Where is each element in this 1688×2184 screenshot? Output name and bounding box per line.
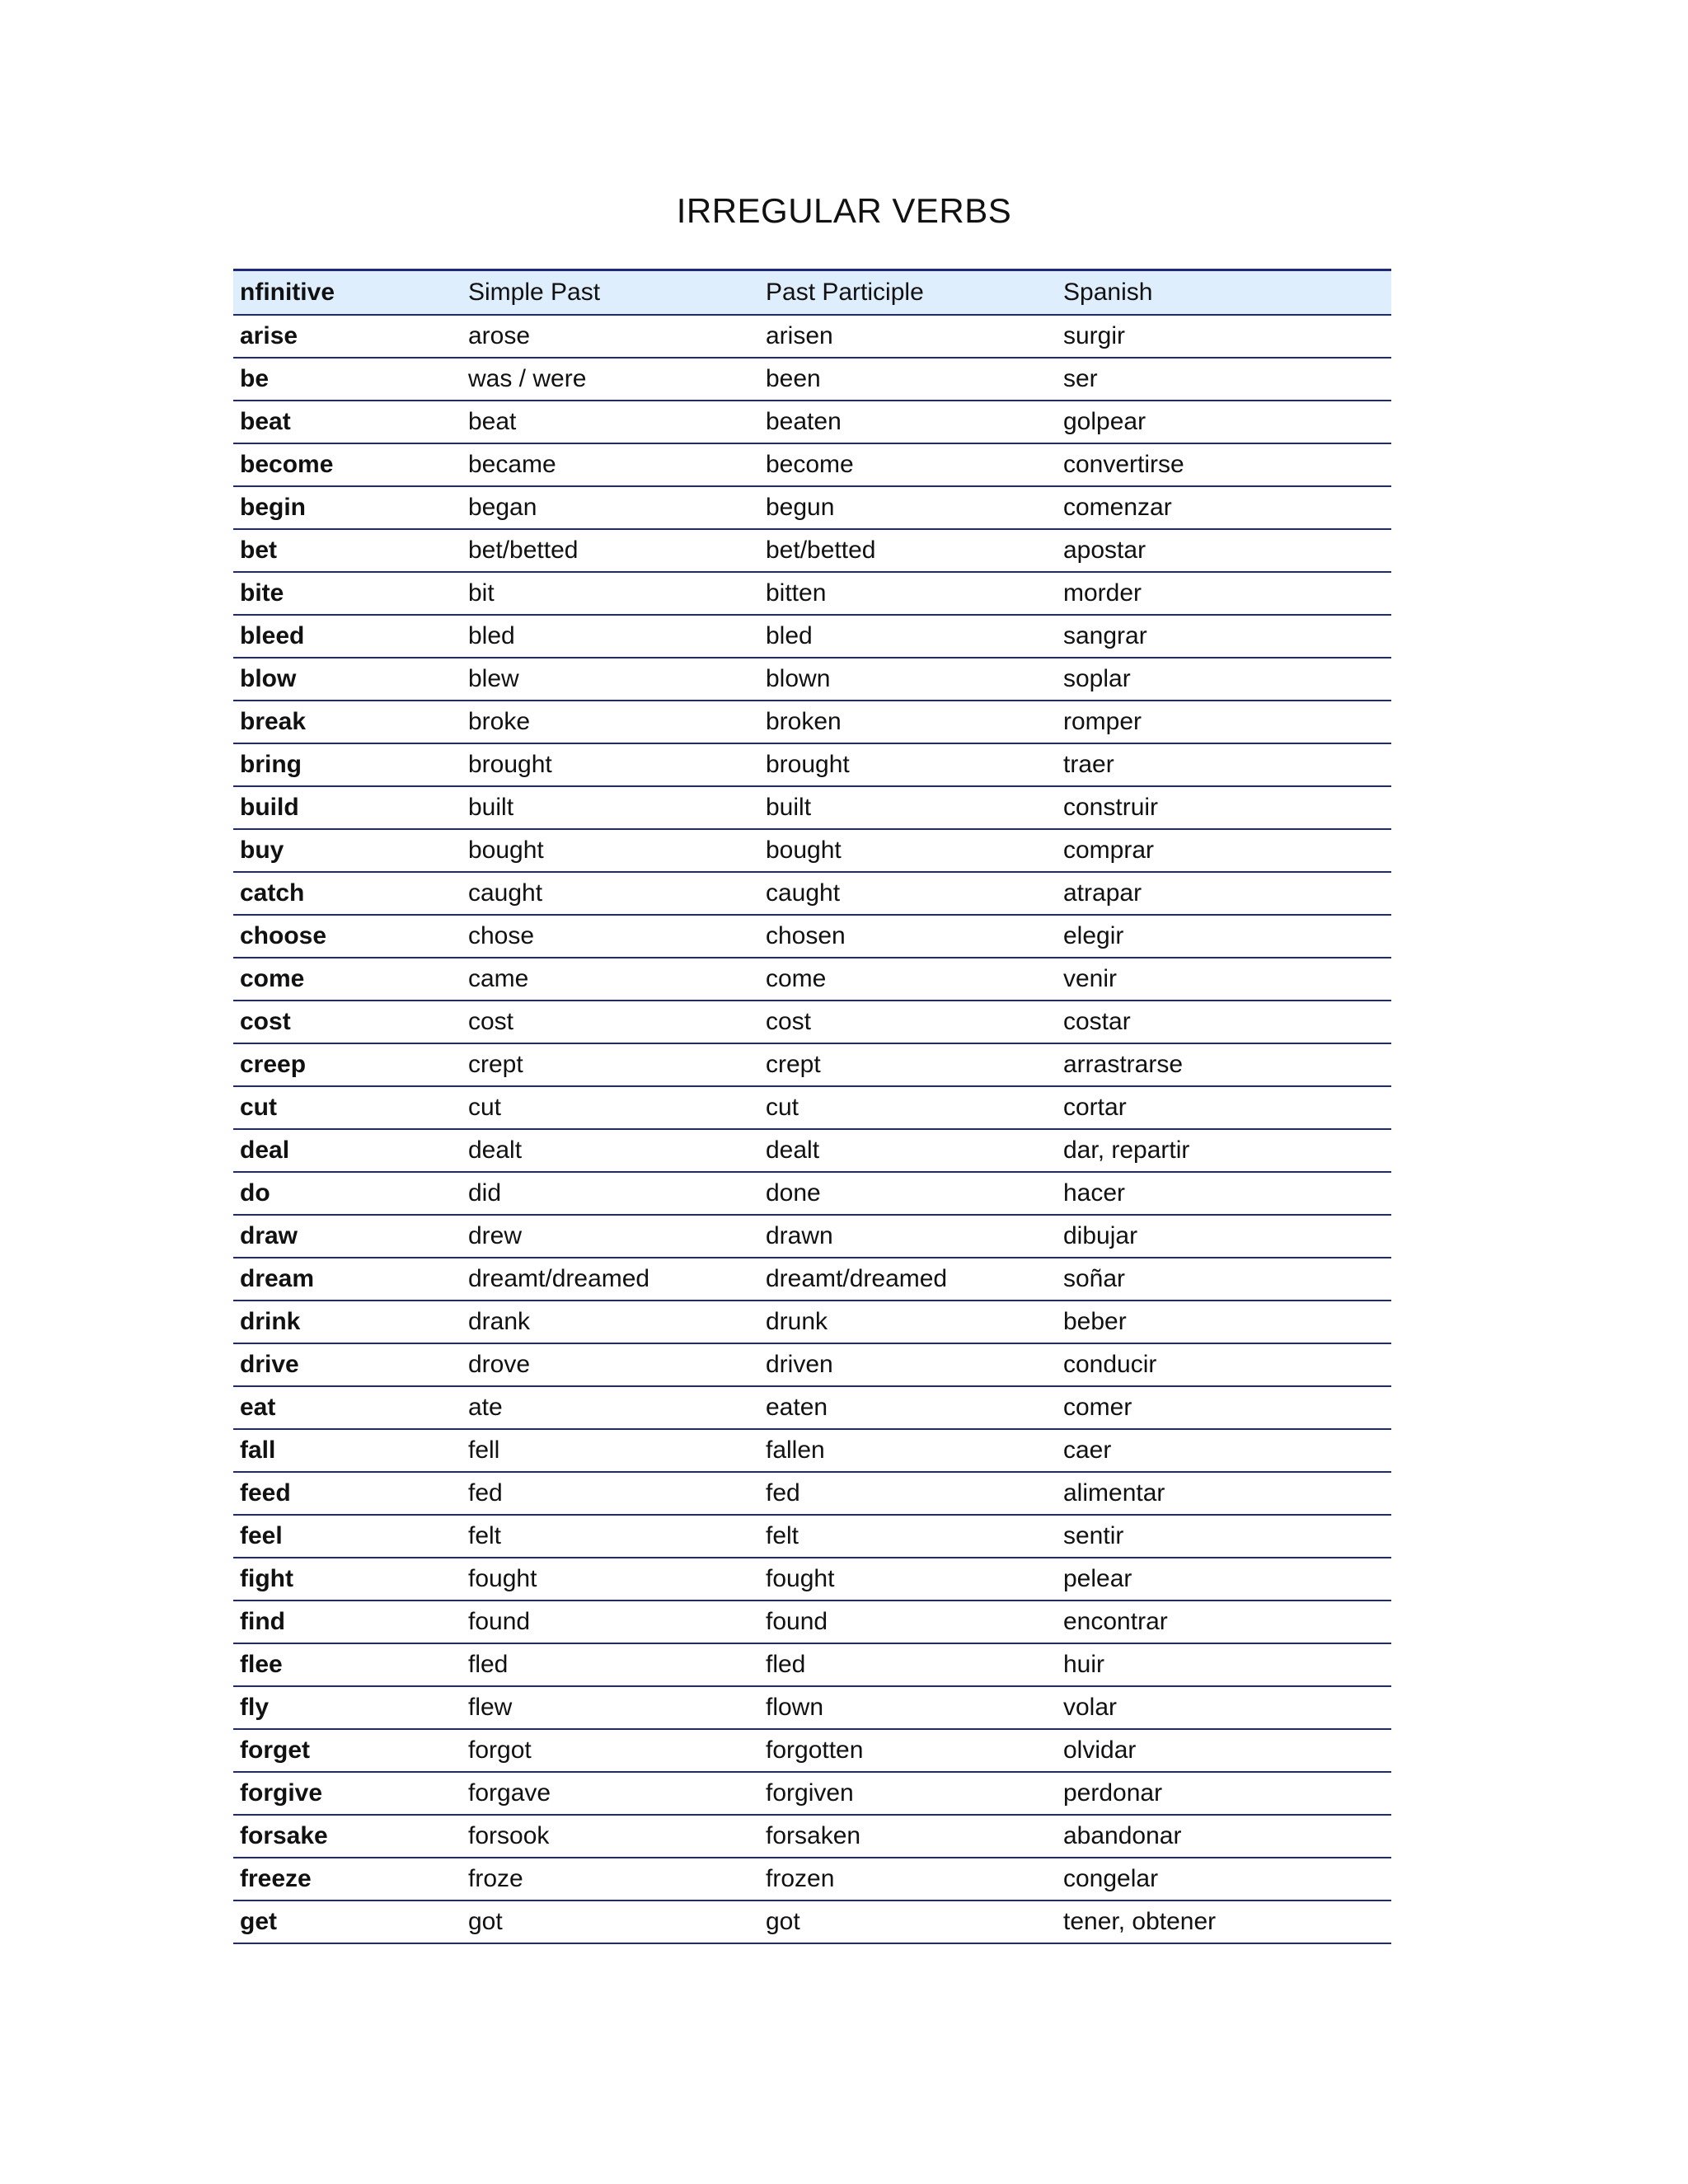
cell-past-participle: got xyxy=(759,1900,1057,1943)
table-row xyxy=(233,1515,1391,1558)
table-row xyxy=(233,1258,1391,1301)
cell-spanish: conducir xyxy=(1057,1343,1391,1386)
cell-past-participle: chosen xyxy=(759,915,1057,958)
cell-simple-past: built xyxy=(462,786,759,829)
cell-infinitive: fight xyxy=(233,1558,462,1601)
cell-infinitive: do xyxy=(233,1172,462,1215)
table-header-row xyxy=(233,270,1391,316)
table-row xyxy=(233,1729,1391,1772)
cell-past-participle: bled xyxy=(759,615,1057,658)
cell-spanish: ser xyxy=(1057,358,1391,401)
cell-simple-past: forgave xyxy=(462,1772,759,1815)
cell-infinitive: bring xyxy=(233,743,462,786)
cell-simple-past: cut xyxy=(462,1086,759,1129)
cell-simple-past: drew xyxy=(462,1215,759,1258)
cell-infinitive: drive xyxy=(233,1343,462,1386)
cell-past-participle: come xyxy=(759,958,1057,1001)
cell-spanish: tener, obtener xyxy=(1057,1900,1391,1943)
cell-spanish: dar, repartir xyxy=(1057,1129,1391,1172)
cell-infinitive: begin xyxy=(233,486,462,529)
cell-spanish: elegir xyxy=(1057,915,1391,958)
table-row xyxy=(233,658,1391,701)
page-title: IRREGULAR VERBS xyxy=(676,191,1012,230)
cell-infinitive: forsake xyxy=(233,1815,462,1858)
cell-infinitive: forget xyxy=(233,1729,462,1772)
cell-spanish: volar xyxy=(1057,1686,1391,1729)
cell-simple-past: came xyxy=(462,958,759,1001)
cell-past-participle: bitten xyxy=(759,572,1057,615)
table-row xyxy=(233,915,1391,958)
table-row xyxy=(233,443,1391,486)
cell-simple-past: was / were xyxy=(462,358,759,401)
cell-infinitive: break xyxy=(233,701,462,743)
cell-simple-past: cost xyxy=(462,1001,759,1043)
cell-spanish: sentir xyxy=(1057,1515,1391,1558)
table-row xyxy=(233,1343,1391,1386)
cell-spanish: pelear xyxy=(1057,1558,1391,1601)
cell-spanish: hacer xyxy=(1057,1172,1391,1215)
table-row xyxy=(233,1001,1391,1043)
cell-simple-past: did xyxy=(462,1172,759,1215)
cell-spanish: perdonar xyxy=(1057,1772,1391,1815)
cell-simple-past: chose xyxy=(462,915,759,958)
header-spanish: Spanish xyxy=(1057,270,1391,316)
cell-infinitive: fall xyxy=(233,1429,462,1472)
cell-past-participle: cost xyxy=(759,1001,1057,1043)
cell-past-participle: begun xyxy=(759,486,1057,529)
table-row xyxy=(233,1043,1391,1086)
table-row xyxy=(233,358,1391,401)
cell-simple-past: bit xyxy=(462,572,759,615)
cell-infinitive: choose xyxy=(233,915,462,958)
cell-past-participle: fed xyxy=(759,1472,1057,1515)
table-row xyxy=(233,1772,1391,1815)
cell-past-participle: caught xyxy=(759,872,1057,915)
cell-simple-past: got xyxy=(462,1900,759,1943)
table-row xyxy=(233,786,1391,829)
cell-past-participle: broken xyxy=(759,701,1057,743)
cell-spanish: surgir xyxy=(1057,315,1391,358)
cell-infinitive: come xyxy=(233,958,462,1001)
cell-spanish: atrapar xyxy=(1057,872,1391,915)
cell-spanish: soplar xyxy=(1057,658,1391,701)
cell-spanish: huir xyxy=(1057,1643,1391,1686)
table-row xyxy=(233,1215,1391,1258)
cell-infinitive: flee xyxy=(233,1643,462,1686)
cell-infinitive: feed xyxy=(233,1472,462,1515)
cell-simple-past: drank xyxy=(462,1301,759,1343)
cell-past-participle: bet/betted xyxy=(759,529,1057,572)
cell-infinitive: become xyxy=(233,443,462,486)
table-row xyxy=(233,315,1391,358)
cell-past-participle: bought xyxy=(759,829,1057,872)
cell-simple-past: froze xyxy=(462,1858,759,1900)
cell-simple-past: forsook xyxy=(462,1815,759,1858)
cell-infinitive: feel xyxy=(233,1515,462,1558)
cell-infinitive: forgive xyxy=(233,1772,462,1815)
cell-simple-past: forgot xyxy=(462,1729,759,1772)
cell-past-participle: built xyxy=(759,786,1057,829)
cell-infinitive: catch xyxy=(233,872,462,915)
cell-past-participle: frozen xyxy=(759,1858,1057,1900)
cell-simple-past: arose xyxy=(462,315,759,358)
cell-simple-past: felt xyxy=(462,1515,759,1558)
cell-simple-past: bought xyxy=(462,829,759,872)
cell-past-participle: brought xyxy=(759,743,1057,786)
cell-infinitive: cost xyxy=(233,1001,462,1043)
cell-past-participle: dreamt/dreamed xyxy=(759,1258,1057,1301)
cell-infinitive: freeze xyxy=(233,1858,462,1900)
table-body xyxy=(233,315,1391,1943)
cell-spanish: construir xyxy=(1057,786,1391,829)
cell-spanish: morder xyxy=(1057,572,1391,615)
cell-past-participle: been xyxy=(759,358,1057,401)
cell-simple-past: flew xyxy=(462,1686,759,1729)
cell-infinitive: dream xyxy=(233,1258,462,1301)
cell-simple-past: became xyxy=(462,443,759,486)
cell-spanish: beber xyxy=(1057,1301,1391,1343)
cell-simple-past: dreamt/dreamed xyxy=(462,1258,759,1301)
cell-spanish: olvidar xyxy=(1057,1729,1391,1772)
cell-past-participle: become xyxy=(759,443,1057,486)
cell-infinitive: get xyxy=(233,1900,462,1943)
table-row xyxy=(233,529,1391,572)
cell-simple-past: fled xyxy=(462,1643,759,1686)
cell-spanish: comprar xyxy=(1057,829,1391,872)
cell-spanish: sangrar xyxy=(1057,615,1391,658)
cell-simple-past: found xyxy=(462,1601,759,1643)
cell-spanish: comenzar xyxy=(1057,486,1391,529)
cell-infinitive: beat xyxy=(233,401,462,443)
header-infinitive: nfinitive xyxy=(233,270,462,316)
cell-simple-past: bled xyxy=(462,615,759,658)
cell-infinitive: bite xyxy=(233,572,462,615)
cell-infinitive: fly xyxy=(233,1686,462,1729)
table-row xyxy=(233,1643,1391,1686)
cell-simple-past: blew xyxy=(462,658,759,701)
table-row xyxy=(233,1815,1391,1858)
cell-simple-past: beat xyxy=(462,401,759,443)
cell-infinitive: arise xyxy=(233,315,462,358)
cell-past-participle: forgiven xyxy=(759,1772,1057,1815)
table-row xyxy=(233,401,1391,443)
cell-simple-past: began xyxy=(462,486,759,529)
cell-infinitive: eat xyxy=(233,1386,462,1429)
cell-simple-past: bet/betted xyxy=(462,529,759,572)
cell-past-participle: dealt xyxy=(759,1129,1057,1172)
cell-simple-past: brought xyxy=(462,743,759,786)
cell-infinitive: find xyxy=(233,1601,462,1643)
table-row xyxy=(233,1858,1391,1900)
cell-past-participle: drunk xyxy=(759,1301,1057,1343)
cell-spanish: costar xyxy=(1057,1001,1391,1043)
cell-spanish: comer xyxy=(1057,1386,1391,1429)
irregular-verbs-table xyxy=(233,269,1391,1944)
table-row xyxy=(233,1386,1391,1429)
cell-simple-past: fought xyxy=(462,1558,759,1601)
cell-past-participle: done xyxy=(759,1172,1057,1215)
cell-spanish: caer xyxy=(1057,1429,1391,1472)
table-row xyxy=(233,958,1391,1001)
cell-past-participle: fled xyxy=(759,1643,1057,1686)
cell-spanish: alimentar xyxy=(1057,1472,1391,1515)
table-row xyxy=(233,486,1391,529)
cell-simple-past: caught xyxy=(462,872,759,915)
table-row xyxy=(233,615,1391,658)
cell-past-participle: blown xyxy=(759,658,1057,701)
cell-spanish: golpear xyxy=(1057,401,1391,443)
table-row xyxy=(233,1900,1391,1943)
cell-spanish: soñar xyxy=(1057,1258,1391,1301)
header-past-participle: Past Participle xyxy=(759,270,1057,316)
cell-infinitive: draw xyxy=(233,1215,462,1258)
cell-spanish: cortar xyxy=(1057,1086,1391,1129)
table-row xyxy=(233,1301,1391,1343)
cell-past-participle: crept xyxy=(759,1043,1057,1086)
cell-past-participle: beaten xyxy=(759,401,1057,443)
cell-past-participle: driven xyxy=(759,1343,1057,1386)
cell-infinitive: build xyxy=(233,786,462,829)
cell-infinitive: buy xyxy=(233,829,462,872)
cell-spanish: abandonar xyxy=(1057,1815,1391,1858)
cell-simple-past: ate xyxy=(462,1386,759,1429)
cell-past-participle: found xyxy=(759,1601,1057,1643)
cell-spanish: arrastrarse xyxy=(1057,1043,1391,1086)
cell-past-participle: forgotten xyxy=(759,1729,1057,1772)
cell-spanish: venir xyxy=(1057,958,1391,1001)
table-row xyxy=(233,1129,1391,1172)
table-row xyxy=(233,1558,1391,1601)
cell-past-participle: flown xyxy=(759,1686,1057,1729)
cell-past-participle: arisen xyxy=(759,315,1057,358)
table-row xyxy=(233,1429,1391,1472)
cell-spanish: encontrar xyxy=(1057,1601,1391,1643)
cell-simple-past: fed xyxy=(462,1472,759,1515)
header-simple-past: Simple Past xyxy=(462,270,759,316)
cell-simple-past: crept xyxy=(462,1043,759,1086)
cell-infinitive: be xyxy=(233,358,462,401)
table-row xyxy=(233,1686,1391,1729)
cell-infinitive: bleed xyxy=(233,615,462,658)
table-row xyxy=(233,829,1391,872)
cell-past-participle: forsaken xyxy=(759,1815,1057,1858)
cell-infinitive: blow xyxy=(233,658,462,701)
cell-past-participle: eaten xyxy=(759,1386,1057,1429)
table-row xyxy=(233,1172,1391,1215)
cell-past-participle: fought xyxy=(759,1558,1057,1601)
table-row xyxy=(233,1601,1391,1643)
cell-spanish: dibujar xyxy=(1057,1215,1391,1258)
table-row xyxy=(233,1086,1391,1129)
table-row xyxy=(233,743,1391,786)
cell-infinitive: bet xyxy=(233,529,462,572)
cell-infinitive: deal xyxy=(233,1129,462,1172)
cell-spanish: traer xyxy=(1057,743,1391,786)
cell-past-participle: fallen xyxy=(759,1429,1057,1472)
table-row xyxy=(233,1472,1391,1515)
cell-infinitive: drink xyxy=(233,1301,462,1343)
table-row xyxy=(233,572,1391,615)
cell-spanish: congelar xyxy=(1057,1858,1391,1900)
cell-infinitive: cut xyxy=(233,1086,462,1129)
table-row xyxy=(233,872,1391,915)
cell-simple-past: broke xyxy=(462,701,759,743)
cell-spanish: convertirse xyxy=(1057,443,1391,486)
table-row xyxy=(233,701,1391,743)
cell-simple-past: dealt xyxy=(462,1129,759,1172)
cell-past-participle: drawn xyxy=(759,1215,1057,1258)
cell-spanish: apostar xyxy=(1057,529,1391,572)
cell-past-participle: felt xyxy=(759,1515,1057,1558)
cell-spanish: romper xyxy=(1057,701,1391,743)
cell-simple-past: drove xyxy=(462,1343,759,1386)
cell-simple-past: fell xyxy=(462,1429,759,1472)
cell-past-participle: cut xyxy=(759,1086,1057,1129)
cell-infinitive: creep xyxy=(233,1043,462,1086)
